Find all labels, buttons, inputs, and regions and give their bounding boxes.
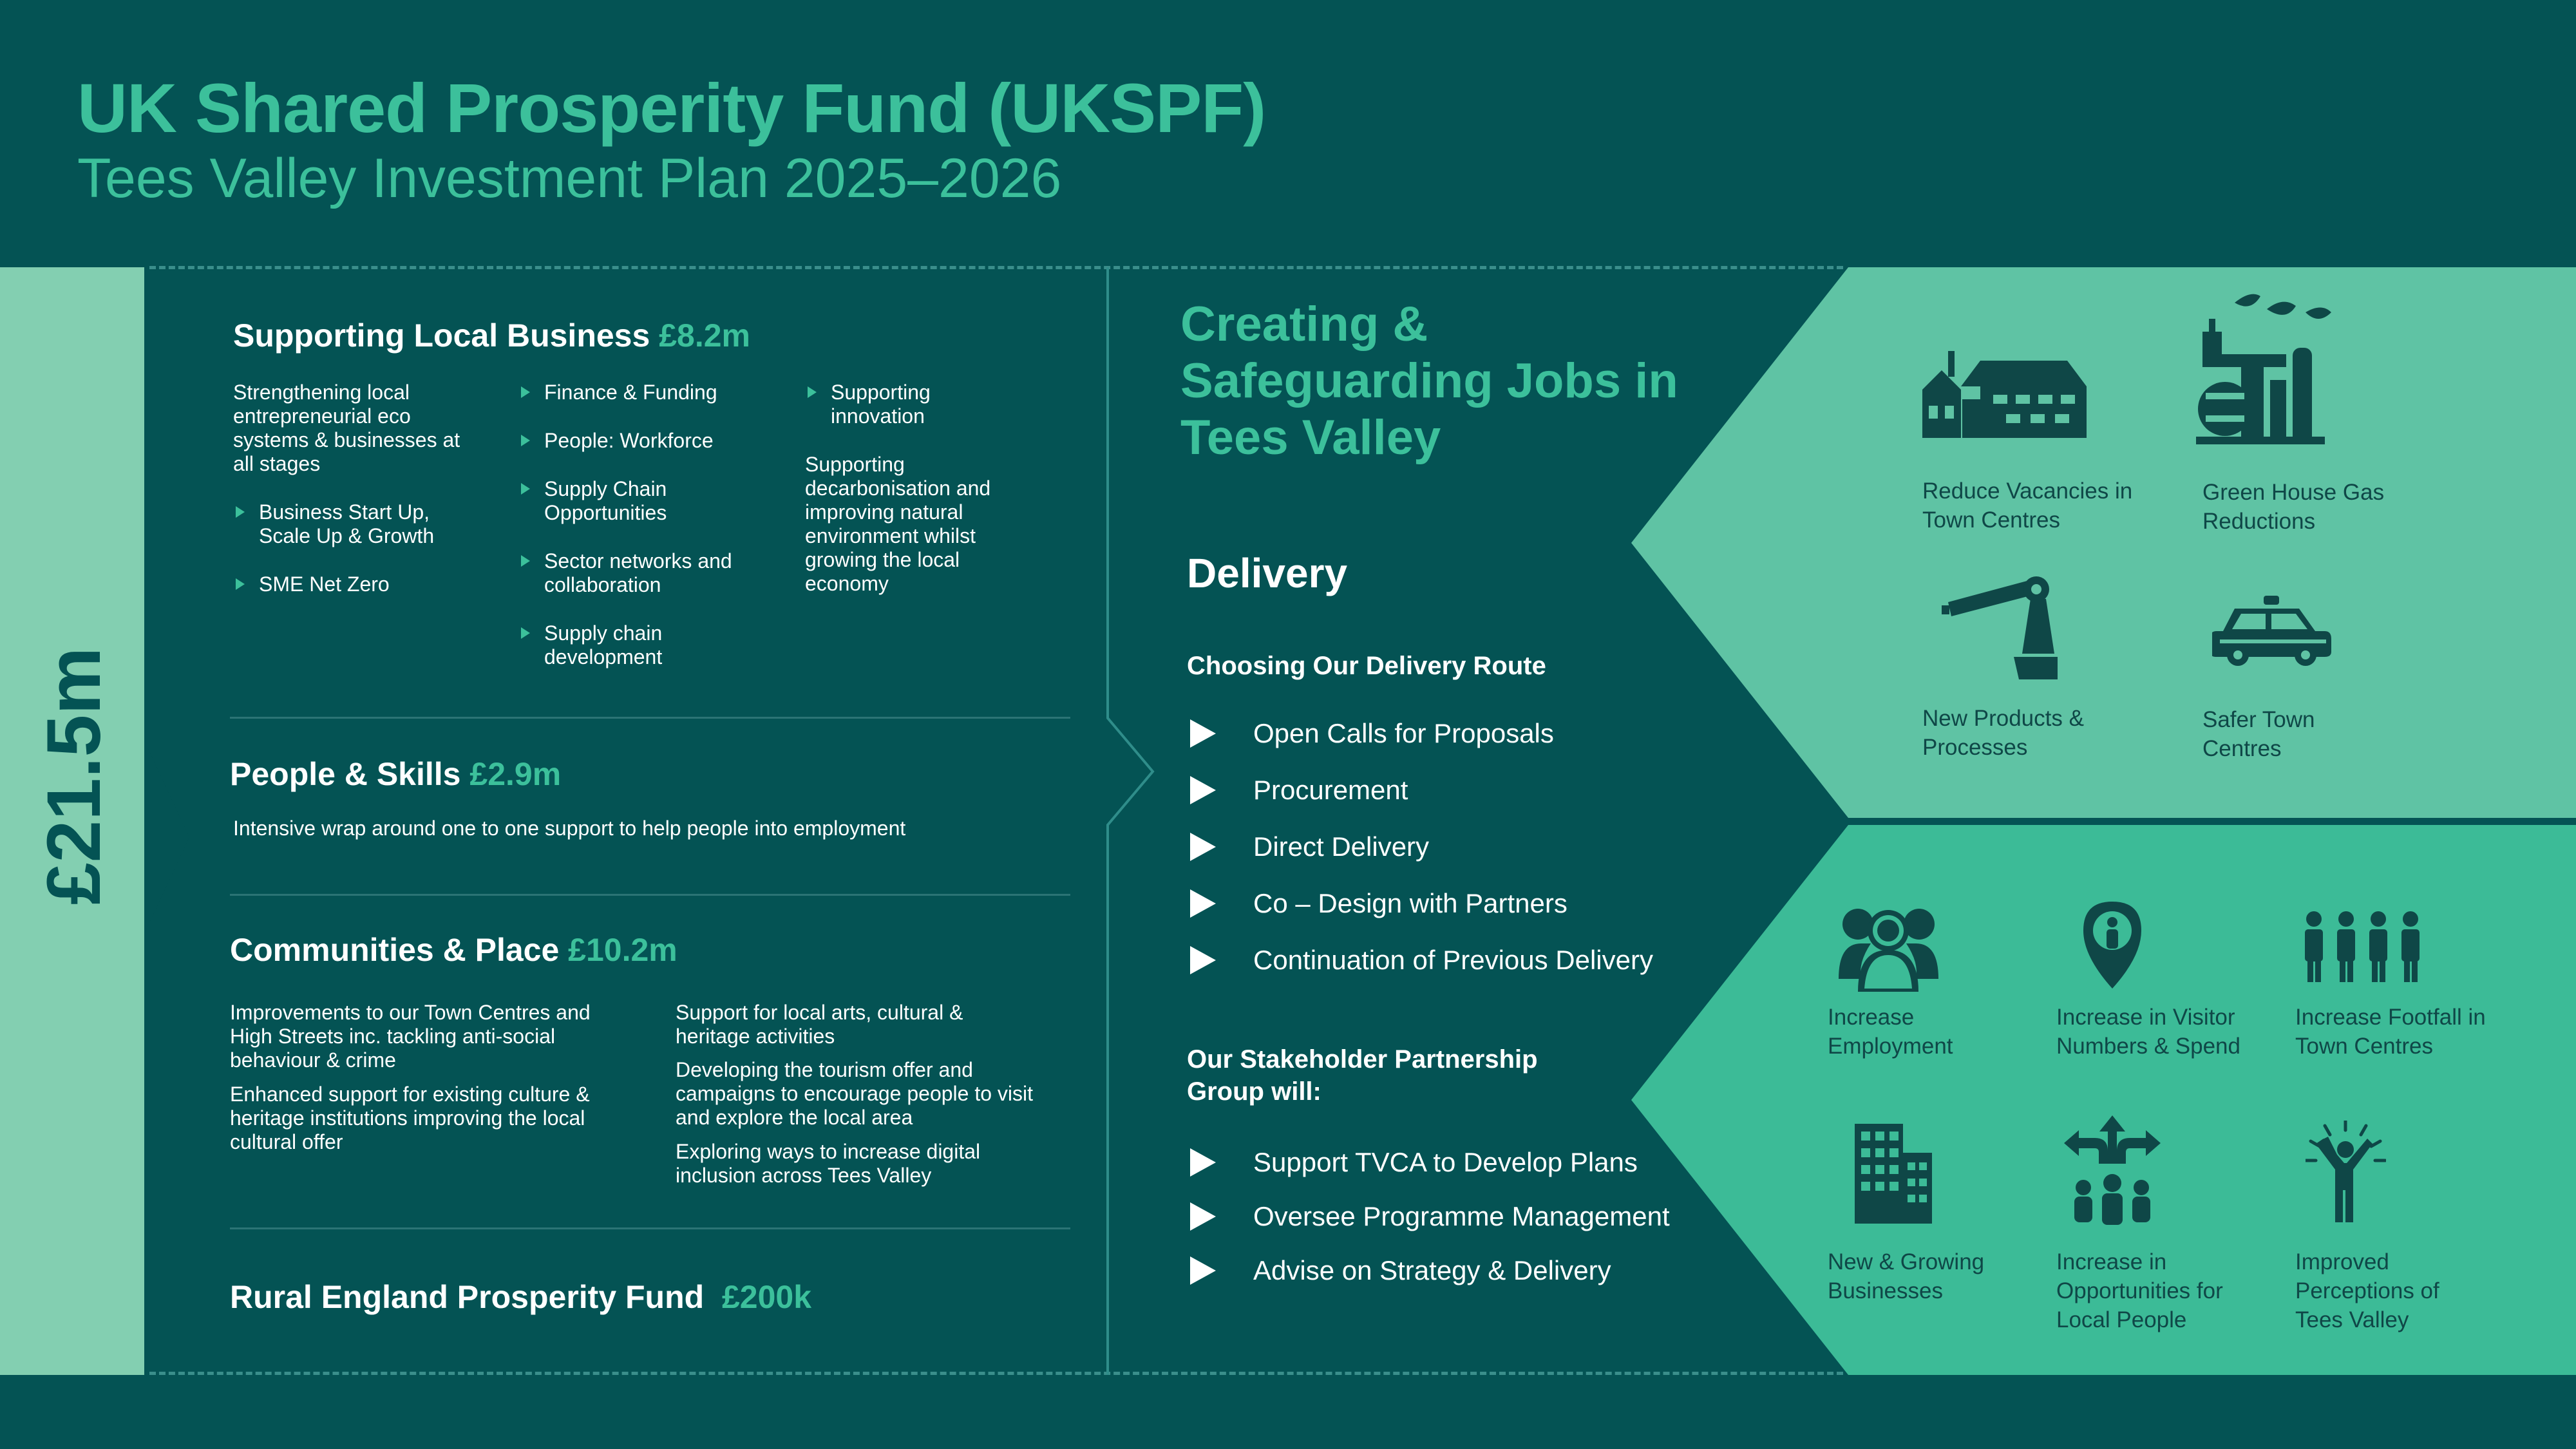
- people-group-icon: [1839, 902, 1938, 992]
- total-amount: £21.5m: [32, 647, 117, 905]
- top-dashed-border: [149, 266, 1843, 269]
- section-divider: [230, 717, 1070, 719]
- footfall-people-icon: [2302, 911, 2425, 982]
- list-item: Procurement: [1187, 775, 1653, 806]
- jobs-heading: Creating & Safeguarding Jobs in Tees Valley: [1180, 297, 1678, 465]
- list-item: Support TVCA to Develop Plans: [1187, 1147, 1670, 1178]
- section-divider: [230, 1227, 1070, 1229]
- people-title: People & Skills: [230, 756, 461, 792]
- strip-notch: [144, 741, 189, 934]
- rural-section-title: [230, 1278, 811, 1316]
- communities-left-2: Enhanced support for existing culture & heritage institutions improving the local cultural offer: [230, 1083, 590, 1153]
- bullet-arrow-icon: [236, 578, 245, 590]
- list-item: Supporting innovation: [805, 381, 998, 428]
- celebrating-person-icon: [2306, 1121, 2386, 1224]
- communities-title: Communities & Place: [230, 932, 560, 968]
- play-arrow-icon: [1190, 1202, 1216, 1231]
- bullet-arrow-icon: [521, 627, 530, 639]
- play-arrow-icon: [1190, 946, 1216, 974]
- people-section-title: [230, 755, 561, 793]
- delivery-route-list: [1187, 718, 1653, 976]
- play-arrow-icon: [1190, 719, 1216, 748]
- communities-left-1: Improvements to our Town Centres and High Streets inc. tackling anti-social behaviour & crime: [230, 1001, 591, 1072]
- robot-arm-icon: [1942, 576, 2058, 679]
- outcome-label: Increase in Opportunities for Local People: [2056, 1249, 2223, 1332]
- outcome-label: Safer Town Centres: [2202, 707, 2315, 761]
- list-item: Sector networks and collaboration: [518, 549, 776, 597]
- outcome-label: New Products & Processes: [1922, 706, 2084, 760]
- communities-amount: £10.2m: [568, 932, 677, 968]
- bullet-arrow-icon: [521, 435, 530, 446]
- play-arrow-icon: [1190, 889, 1216, 918]
- outcome-label: Increase in Visitor Numbers & Spend: [2056, 1005, 2240, 1059]
- office-building-icon: [1855, 1124, 1932, 1224]
- outcome-label: Green House Gas Reductions: [2202, 480, 2385, 534]
- page-title: UK Shared Prosperity Fund (UKSPF): [77, 69, 1266, 147]
- play-arrow-icon: [1190, 833, 1216, 861]
- outcome-label: Increase Employment: [1828, 1005, 1953, 1059]
- bottom-dashed-border: [149, 1372, 1843, 1375]
- people-amount: £2.9m: [469, 756, 562, 792]
- location-pin-person-icon: [2083, 902, 2141, 989]
- bullet-arrow-icon: [521, 555, 530, 567]
- bullet-arrow-icon: [808, 386, 817, 398]
- list-item: People: Workforce: [518, 429, 776, 453]
- people-text: Intensive wrap around one to one support to help people into employment: [233, 817, 906, 840]
- outcome-label: New & Growing Businesses: [1828, 1249, 1985, 1303]
- list-item: Co – Design with Partners: [1187, 888, 1653, 919]
- stakeholder-title: Our Stakeholder Partnership Group will:: [1187, 1045, 1538, 1106]
- business-col3-list: [805, 381, 998, 440]
- business-amount: £8.2m: [659, 317, 750, 354]
- green-factory-icon: [2196, 290, 2344, 444]
- outcome-label: Reduce Vacancies in Town Centres: [1922, 478, 2133, 533]
- rural-amount: £200k: [721, 1279, 812, 1315]
- delivery-title: Delivery: [1187, 550, 1348, 596]
- bullet-arrow-icon: [521, 483, 530, 495]
- communities-section-title: [230, 931, 677, 969]
- list-item: Supply Chain Opportunities: [518, 477, 776, 525]
- bullet-arrow-icon: [236, 506, 245, 518]
- police-car-icon: [2212, 596, 2331, 667]
- outcome-label: Improved Perceptions of Tees Valley: [2295, 1249, 2439, 1332]
- section-divider: [230, 894, 1070, 896]
- column-divider: [1088, 267, 1159, 1375]
- list-item: Direct Delivery: [1187, 831, 1653, 862]
- list-item: Finance & Funding: [518, 381, 776, 404]
- list-item: Oversee Programme Management: [1187, 1201, 1670, 1232]
- play-arrow-icon: [1190, 776, 1216, 804]
- opportunity-arrows-icon: [2064, 1115, 2161, 1225]
- panel-divider: [1848, 818, 2576, 825]
- list-item: Advise on Strategy & Delivery: [1187, 1255, 1670, 1286]
- outcome-label: Increase Footfall in Town Centres: [2295, 1005, 2486, 1059]
- list-item: Supply chain development: [518, 621, 776, 669]
- communities-right-1: Support for local arts, cultural & heritage activities: [676, 1001, 963, 1048]
- bullet-arrow-icon: [521, 386, 530, 398]
- play-arrow-icon: [1190, 1256, 1216, 1285]
- business-col2-list: [518, 381, 776, 694]
- list-item: Business Start Up, Scale Up & Growth: [233, 500, 478, 548]
- page-subtitle: Tees Valley Investment Plan 2025–2026: [77, 147, 1062, 209]
- play-arrow-icon: [1190, 1148, 1216, 1177]
- stakeholder-list: [1187, 1147, 1670, 1286]
- business-col1-list: [233, 500, 478, 621]
- list-item: SME Net Zero: [233, 573, 478, 596]
- delivery-route-title: Choosing Our Delivery Route: [1187, 652, 1546, 680]
- town-centre-buildings-icon: [1922, 351, 2090, 438]
- business-col3-text: Supporting decarbonisation and improving natural environment whilst growing the local economy: [805, 453, 991, 595]
- communities-right-3: Exploring ways to increase digital inclusion across Tees Valley: [676, 1140, 981, 1187]
- business-section-title: [233, 317, 750, 354]
- list-item: Open Calls for Proposals: [1187, 718, 1653, 749]
- list-item: Continuation of Previous Delivery: [1187, 945, 1653, 976]
- communities-right-2: Developing the tourism offer and campaigns to encourage people to visit and explore the local area: [676, 1058, 1034, 1129]
- rural-title: Rural England Prosperity Fund: [230, 1279, 705, 1315]
- business-title: Supporting Local Business: [233, 317, 650, 354]
- business-intro: Strengthening local entrepreneurial eco systems & businesses at all stages: [233, 381, 460, 475]
